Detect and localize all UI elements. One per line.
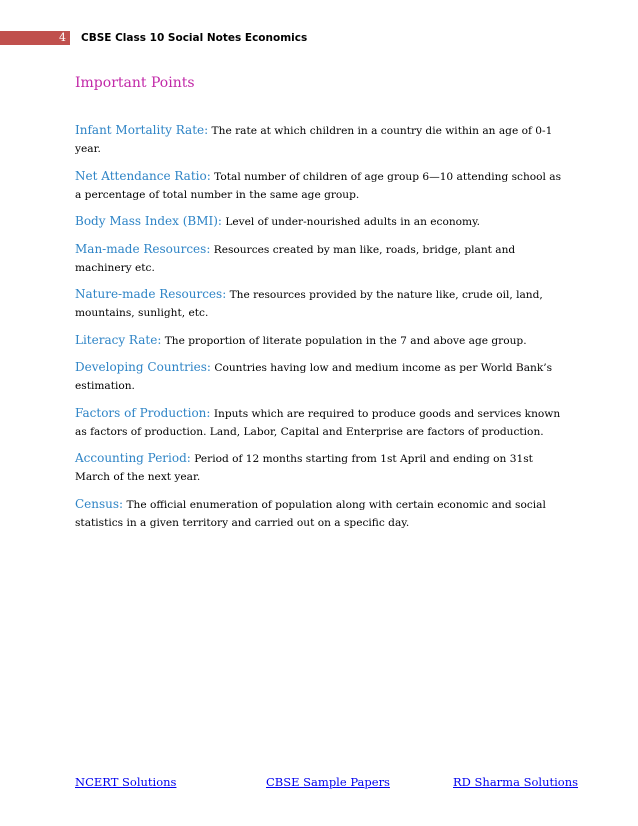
point-definition: Inputs which are required to produce goods and services known as factors of production. Land, Labor, Capital and Enterprise are factors of production. (75, 407, 561, 438)
point-definition: Total number of children of age group 6—10 attending school as a percentage of total number in the same age group. (75, 170, 562, 201)
point-definition: Resources created by man like, roads, bridge, plant and machinery etc. (75, 243, 516, 274)
point-term: Man-made Resources: (75, 241, 211, 256)
ncert-solutions-link[interactable]: NCERT Solutions (75, 775, 177, 789)
page-header (0, 31, 638, 45)
point-census (75, 495, 567, 532)
point-term: Accounting Period: (75, 451, 191, 465)
point-infant-mortality-rate (75, 121, 567, 158)
point-term: Literacy Rate: (75, 332, 162, 347)
cbse-sample-papers-link[interactable]: CBSE Sample Papers (266, 775, 390, 789)
point-term: Net Attendance Ratio: (75, 168, 211, 183)
point-net-attendance-ratio (75, 167, 567, 204)
points-list (75, 121, 567, 540)
point-literacy-rate (75, 331, 567, 350)
point-definition: Countries having low and medium income as per World Bank’s estimation. (75, 362, 553, 392)
page-number: 4 (0, 31, 70, 45)
point-term: Infant Mortality Rate: (75, 123, 209, 137)
point-body-mass-index (75, 212, 567, 231)
point-definition: The official enumeration of population along with certain economic and social statistics in a given territory and carried out on a specific day. (75, 498, 546, 529)
point-term: Census: (75, 496, 124, 511)
header-title: CBSE Class 10 Social Notes Economics (81, 32, 308, 44)
point-term: Body Mass Index (BMI): (75, 214, 222, 228)
section-title: Important Points (75, 75, 195, 91)
point-accounting-period (75, 449, 567, 486)
point-definition: Period of 12 months starting from 1st April and ending on 31st March of the next year. (75, 453, 533, 483)
point-definition: The rate at which children in a country die within an age of 0-1 year. (75, 125, 553, 155)
point-nature-made-resources (75, 285, 567, 322)
point-definition: Level of under-nourished adults in an economy. (221, 216, 481, 228)
rd-sharma-solutions-link[interactable]: RD Sharma Solutions (453, 775, 579, 789)
point-factors-of-production (75, 404, 567, 441)
point-term: Developing Countries: (75, 360, 211, 374)
point-definition: The proportion of literate population in the 7 and above age group. (161, 334, 527, 347)
point-term: Factors of Production: (75, 405, 211, 420)
point-developing-countries (75, 358, 567, 395)
point-term: Nature-made Resources: (75, 287, 227, 301)
point-definition: The resources provided by the nature like, crude oil, land, mountains, sunlight, etc. (75, 289, 543, 319)
point-man-made-resources (75, 240, 567, 277)
